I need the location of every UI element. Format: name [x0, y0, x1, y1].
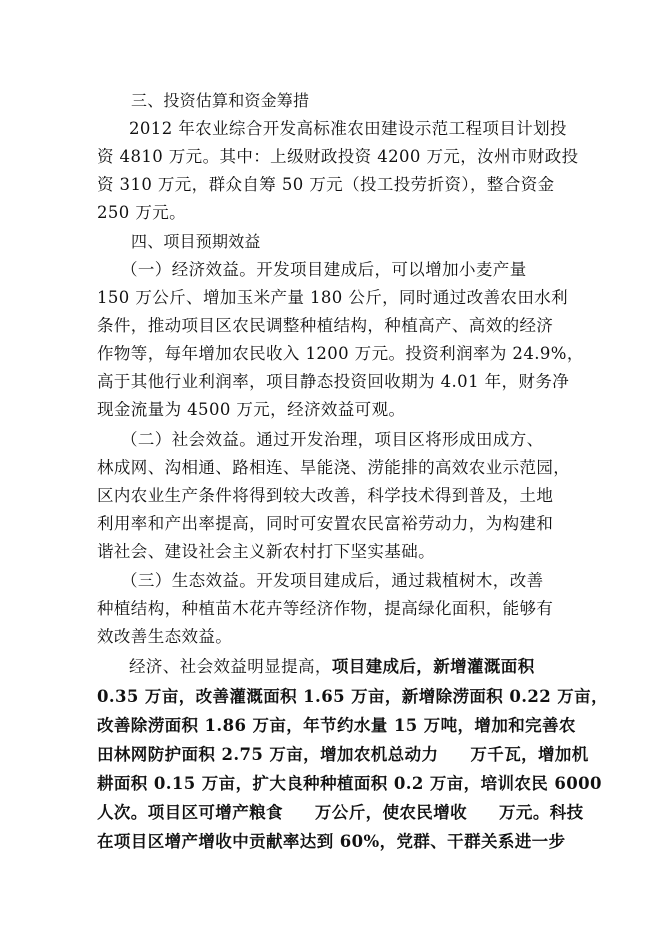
summary-bold-line [97, 741, 589, 769]
paragraph-line: 谐社会、建设社会主义新农村打下坚实基础。 [97, 542, 435, 561]
summary-bold-line: 耕面积 0.15 万亩，扩大良种种植面积 0.2 万亩，培训农民 6000 [97, 774, 602, 793]
paragraph-line: （三）生态效益。开发项目建成后，通过栽植树木，改善 [121, 571, 544, 590]
paragraph-line: 区内农业生产条件将得到较大改善，科学技术得到普及，土地 [97, 486, 554, 505]
paragraph-line: 250 万元。 [97, 203, 187, 222]
paragraph-line: 2012 年农业综合开发高标准农田建设示范工程项目计划投 [129, 119, 567, 138]
paragraph-line: 高于其他行业利润率，项目静态投资回收期为 4.01 年，财务净 [97, 372, 570, 391]
summary-bold-line: 在项目区增产增收中贡献率达到 60%，党群、干群关系进一步 [97, 832, 566, 851]
summary-intro-text: 经济、社会效益明显提高， [129, 657, 332, 676]
paragraph-line: （一）经济效益。开发项目建成后，可以增加小麦产量 [121, 260, 527, 279]
paragraph-line: 资 310 万元，群众自筹 50 万元（投工投劳折资），整合资金 [97, 175, 555, 194]
summary-bold-text: 项目建成后，新增灌溉面积 [331, 657, 535, 676]
summary-bold-line [97, 799, 584, 827]
paragraph-line: 作物等，每年增加农民收入 1200 万元。投资利润率为 24.9%， [97, 344, 584, 363]
paragraph-line: 效改善生态效益。 [97, 627, 233, 646]
summary-bold-line: 0.35 万亩，改善灌溉面积 1.65 万亩，新增除涝面积 0.22 万亩， [97, 687, 608, 706]
summary-bold-text: 万千瓦，增加机 [470, 745, 589, 764]
paragraph-line: 150 万公斤、增加玉米产量 180 公斤，同时通过改善农田水利 [97, 288, 569, 307]
paragraph-line: 利用率和产出率提高，同时可安置农民富裕劳动力，为构建和 [97, 514, 554, 533]
paragraph-line: 资 4810 万元。其中：上级财政投资 4200 万元，汝州市财政投 [97, 147, 579, 166]
paragraph-line: 条件，推动项目区农民调整种植结构，种植高产、高效的经济 [97, 316, 554, 335]
summary-bold-text: 万元。科技 [499, 803, 584, 822]
paragraph-line: 现金流量为 4500 万元，经济效益可观。 [97, 400, 406, 419]
summary-bold-text: 田林网防护面积 2.75 万亩，增加农机总动力 [97, 745, 439, 764]
paragraph-line: （二）社会效益。通过开发治理，项目区将形成田成方、 [121, 430, 544, 449]
section-heading-benefits: 四、项目预期效益 [131, 232, 261, 251]
paragraph-line: 林成网、沟相通、路相连、旱能浇、涝能排的高效农业示范园， [97, 458, 571, 477]
section-heading-investment: 三、投资估算和资金筹措 [131, 91, 310, 110]
summary-bold-line: 改善除涝面积 1.86 万亩，年节约水量 15 万吨，增加和完善农 [97, 716, 576, 735]
summary-bold-text: 人次。项目区可增产粮食 [97, 803, 283, 822]
summary-bold-text: 万公斤，使农民增收 [314, 803, 468, 822]
paragraph-line: 种植结构，种植苗木花卉等经济作物，提高绿化面积，能够有 [97, 599, 554, 618]
summary-line [129, 653, 535, 681]
